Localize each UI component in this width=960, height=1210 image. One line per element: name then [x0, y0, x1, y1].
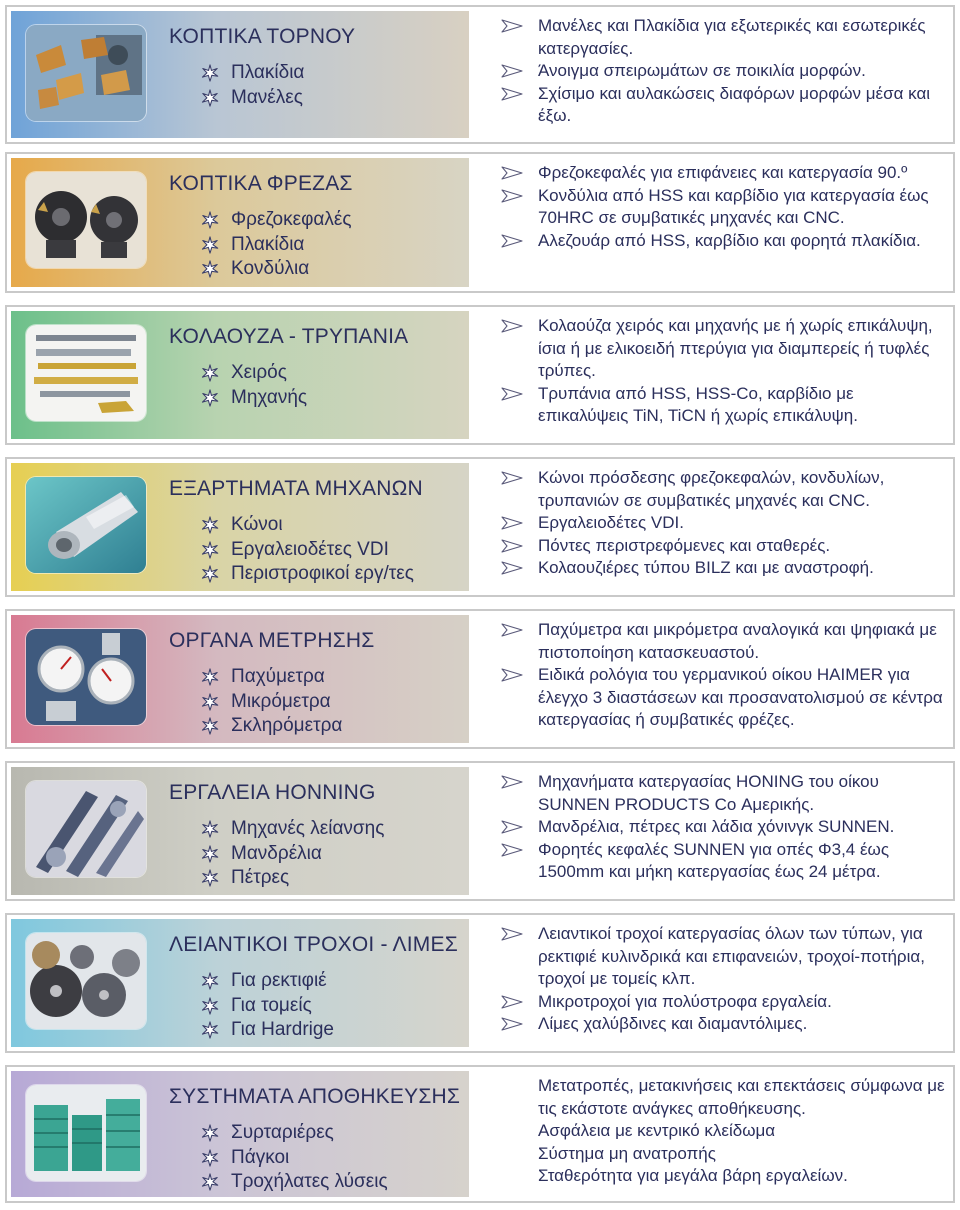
subcategory-item	[201, 866, 384, 891]
category-title: ΟΡΓΑΝΑ ΜΕΤΡΗΣΗΣ	[169, 629, 375, 652]
description-text: Άνοιγμα σπειρωμάτων σε ποικιλία μορφών.	[538, 61, 866, 81]
description-text: Παχύμετρα και μικρόμετρα αναλογικά και ψηφιακά με πιστοποίηση κατασκευαστού.	[538, 620, 937, 662]
star-burst-icon	[201, 869, 219, 887]
description-item	[487, 1013, 945, 1036]
description-text: Μηχανήματα κατεργασίας HONING του οίκου SUNNEN PRODUCTS Co Αμερικής.	[538, 772, 879, 814]
description-item	[487, 60, 945, 83]
description-list	[487, 15, 945, 128]
honing-tools-photo	[26, 781, 146, 877]
subcategory-item	[201, 208, 352, 233]
arrowhead-icon	[501, 843, 523, 857]
category-description	[487, 619, 945, 732]
category-section	[5, 609, 955, 749]
description-item	[487, 1143, 945, 1166]
category-section	[5, 5, 955, 144]
subcategory-list	[201, 817, 384, 891]
subcategory-item	[201, 61, 304, 86]
category-title: ΚΟΠΤΙΚΑ ΤΟΡΝΟΥ	[169, 25, 356, 48]
description-list	[487, 771, 945, 884]
arrowhead-icon	[501, 927, 523, 941]
category-section	[5, 305, 955, 445]
subcategory-label: Συρταριέρες	[231, 1122, 334, 1144]
category-description	[487, 467, 945, 580]
subcategory-label: Για τομείς	[231, 994, 312, 1016]
category-section	[5, 1065, 955, 1203]
subcategory-item	[201, 562, 414, 587]
subcategory-item	[201, 690, 342, 715]
star-burst-icon	[201, 364, 219, 382]
category-section	[5, 457, 955, 597]
category-section	[5, 761, 955, 901]
subcategory-item	[201, 538, 414, 563]
subcategory-label: Σκληρόμετρα	[231, 715, 343, 737]
description-list	[487, 162, 945, 252]
description-text: Αλεζουάρ από HSS, καρβίδιο και φορητά πλακίδια.	[538, 230, 921, 250]
star-burst-icon	[201, 693, 219, 711]
turning-inserts-photo	[26, 25, 146, 121]
arrowhead-icon	[501, 319, 523, 333]
category-description	[487, 771, 945, 884]
description-text: Εργαλειοδέτες VDI.	[538, 513, 684, 533]
subcategory-item	[201, 1121, 388, 1146]
category-panel	[11, 919, 469, 1047]
description-item	[487, 923, 945, 991]
description-item	[487, 1075, 945, 1120]
description-text: Ασφάλεια με κεντρικό κλείδωμα	[538, 1121, 776, 1141]
star-burst-icon	[201, 1149, 219, 1167]
face-mill-heads-photo	[26, 172, 146, 268]
subcategory-label: Μανδρέλια	[231, 842, 322, 864]
description-text: Κονδύλια από HSS και καρβίδιο για κατεργασία έως 70HRC σε συμβατικές μηχανές και CNC.	[538, 185, 929, 228]
category-description	[487, 15, 945, 128]
subcategory-label: Για Hardrige	[231, 1019, 334, 1041]
subcategory-list	[201, 513, 414, 587]
description-item	[487, 839, 945, 884]
description-text: Σχίσιμο και αυλακώσεις διαφόρων μορφών μέσα και έξω.	[538, 83, 931, 126]
star-burst-icon	[201, 1124, 219, 1142]
subcategory-item	[201, 1018, 334, 1043]
subcategory-label: Φρεζοκεφαλές	[231, 209, 352, 231]
description-text: Κολαουζιέρες τύπου BILZ και με αναστροφή.	[538, 558, 874, 578]
arrowhead-icon	[501, 539, 523, 553]
subcategory-label: Κώνοι	[231, 514, 283, 536]
category-panel	[11, 158, 469, 287]
star-burst-icon	[201, 541, 219, 559]
grinding-wheels-photo	[26, 933, 146, 1029]
description-text: Φρεζοκεφαλές για επιφάνειες και κατεργασία 90.º	[538, 163, 908, 182]
category-description	[487, 315, 945, 428]
subcategory-label: Χειρός	[231, 362, 287, 384]
subcategory-label: Τροχήλατες λύσεις	[231, 1171, 388, 1193]
subcategory-label: Εργαλειοδέτες VDI	[231, 538, 389, 560]
category-title: ΣΥΣΤΗΜΑΤΑ ΑΠΟΘΗΚΕΥΣΗΣ	[169, 1085, 461, 1108]
arrowhead-icon	[501, 1017, 523, 1031]
description-text: Σύστημα μη ανατροπής	[538, 1143, 716, 1163]
description-item	[487, 83, 945, 128]
category-panel	[11, 1071, 469, 1197]
description-item	[487, 535, 945, 558]
star-burst-icon	[201, 211, 219, 229]
description-list	[487, 619, 945, 732]
arrowhead-icon	[501, 471, 523, 485]
subcategory-item	[201, 386, 307, 411]
arrowhead-icon	[501, 234, 523, 248]
description-item	[487, 816, 945, 839]
category-panel	[11, 463, 469, 591]
subcategory-item	[201, 361, 307, 386]
subcategory-label: Πλακίδια	[231, 62, 305, 84]
description-item	[487, 991, 945, 1014]
star-burst-icon	[201, 260, 219, 278]
description-list	[487, 923, 945, 1036]
star-burst-icon	[201, 997, 219, 1015]
storage-cabinets-photo	[26, 1085, 146, 1181]
description-list	[487, 467, 945, 580]
subcategory-list	[201, 1121, 388, 1195]
category-title: ΕΡΓΑΛΕΙΑ HONNING	[169, 781, 376, 804]
description-item	[487, 162, 945, 185]
dial-gauges-photo	[26, 629, 146, 725]
star-burst-icon	[201, 565, 219, 583]
description-text: Φορητές κεφαλές SUNNEN για οπές Φ3,4 έως 1500mm και μήκη κατεργασίας έως 24 μέτρα.	[538, 839, 890, 882]
subcategory-label: Πέτρες	[231, 867, 290, 889]
description-text: Πόντες περιστρεφόμενες και σταθερές.	[538, 535, 831, 555]
subcategory-label: Πλακίδια	[231, 233, 305, 255]
description-text: Σταθερότητα για μεγάλα βάρη εργαλείων.	[538, 1166, 848, 1186]
star-burst-icon	[201, 236, 219, 254]
star-burst-icon	[201, 845, 219, 863]
description-item	[487, 1165, 945, 1188]
subcategory-list	[201, 969, 334, 1043]
category-description	[487, 162, 945, 252]
subcategory-item	[201, 665, 342, 690]
description-text: Κώνοι πρόσδεσης φρεζοκεφαλών, κονδυλίων, τρυπανιών σε συμβατικές μηχανές και CNC.	[538, 468, 885, 510]
arrowhead-icon	[501, 189, 523, 203]
arrowhead-icon	[501, 516, 523, 530]
subcategory-item	[201, 513, 414, 538]
description-list	[487, 315, 945, 428]
subcategory-label: Μηχανής	[231, 386, 308, 408]
description-text: Λειαντικοί τροχοί κατεργασίας όλων των τύπων, για ρεκτιφιέ κυλινδρικά και επιφανειών, τροχοί-ποτήρια, τροχοί με τομείς κλπ.	[538, 924, 925, 989]
description-item	[487, 467, 945, 512]
description-list	[487, 1075, 945, 1188]
description-text: Ειδικά ρολόγια του γερμανικού οίκου HAIMER για έλεγχο 3 διαστάσεων και προσανατολισμού σε κέντρα κατεργασίας ή συμβατικές φρέζες.	[538, 665, 943, 730]
description-text: Μικροτροχοί για πολύστροφα εργαλεία.	[538, 991, 832, 1011]
subcategory-label: Μηχανές λείανσης	[231, 818, 385, 840]
subcategory-label: Για ρεκτιφιέ	[231, 970, 327, 992]
category-title: ΛΕΙΑΝΤΙΚΟΙ ΤΡΟΧΟΙ - ΛΙΜΕΣ	[169, 933, 458, 956]
description-item	[487, 771, 945, 816]
category-panel	[11, 615, 469, 743]
subcategory-label: Πάγκοι	[231, 1146, 290, 1168]
subcategory-label: Μανέλες	[231, 86, 303, 108]
subcategory-item	[201, 86, 304, 111]
category-section	[5, 152, 955, 293]
description-text: Κολαούζα χειρός και μηχανής με ή χωρίς επικάλυψη, ίσια ή με ελικοειδή πτερύγια για διαμπερείς ή τυφλές τρύπες.	[538, 316, 933, 381]
description-item	[487, 383, 945, 428]
description-item	[487, 185, 945, 230]
subcategory-item	[201, 969, 334, 994]
description-item	[487, 15, 945, 60]
subcategory-item	[201, 994, 334, 1019]
arrowhead-icon	[501, 387, 523, 401]
subcategory-item	[201, 714, 342, 739]
subcategory-item	[201, 1146, 388, 1171]
star-burst-icon	[201, 1021, 219, 1039]
category-title: ΚΟΠΤΙΚΑ ΦΡΕΖΑΣ	[169, 172, 353, 195]
description-item	[487, 1120, 945, 1143]
category-title: ΕΞΑΡΤΗΜΑΤΑ ΜΗΧΑΝΩΝ	[169, 477, 423, 500]
star-burst-icon	[201, 668, 219, 686]
subcategory-list	[201, 208, 352, 282]
description-text: Μετατροπές, μετακινήσεις και επεκτάσεις σύμφωνα με τις εκάστοτε ανάγκες αποθήκευσης.	[538, 1076, 945, 1118]
subcategory-item	[201, 257, 352, 282]
arrowhead-icon	[501, 87, 523, 101]
description-item	[487, 664, 945, 732]
arrowhead-icon	[501, 820, 523, 834]
description-text: Τρυπάνια από HSS, HSS-Co, καρβίδιο με επικαλύψεις TiN, TiCN ή χωρίς επικάλυψη.	[538, 383, 858, 426]
arrowhead-icon	[501, 561, 523, 575]
arrowhead-icon	[501, 64, 523, 78]
category-panel	[11, 11, 469, 138]
arrowhead-icon	[501, 775, 523, 789]
subcategory-list	[201, 665, 342, 739]
star-burst-icon	[201, 389, 219, 407]
arrowhead-icon	[501, 623, 523, 637]
description-item	[487, 619, 945, 664]
star-burst-icon	[201, 89, 219, 107]
star-burst-icon	[201, 1173, 219, 1191]
subcategory-item	[201, 1170, 388, 1195]
description-item	[487, 512, 945, 535]
category-title: ΚΟΛΑΟΥΖΑ - ΤΡΥΠΑΝΙΑ	[169, 325, 409, 348]
subcategory-label: Παχύμετρα	[231, 666, 325, 688]
star-burst-icon	[201, 516, 219, 534]
description-text: Μανδρέλια, πέτρες και λάδια χόνινγκ SUNNEN.	[538, 817, 895, 837]
description-item	[487, 315, 945, 383]
arrowhead-icon	[501, 995, 523, 1009]
subcategory-item	[201, 842, 384, 867]
subcategory-label: Περιστροφικοί εργ/τες	[231, 563, 414, 585]
description-item	[487, 557, 945, 580]
subcategory-list	[201, 361, 307, 410]
star-burst-icon	[201, 820, 219, 838]
subcategory-item	[201, 817, 384, 842]
star-burst-icon	[201, 717, 219, 735]
subcategory-list	[201, 61, 304, 110]
category-description	[487, 1075, 945, 1188]
category-section	[5, 913, 955, 1053]
category-panel	[11, 767, 469, 895]
tool-holder-cone-photo	[26, 477, 146, 573]
category-panel	[11, 311, 469, 439]
subcategory-label: Κονδύλια	[231, 258, 310, 280]
description-item	[487, 230, 945, 253]
subcategory-label: Μικρόμετρα	[231, 690, 331, 712]
arrowhead-icon	[501, 166, 523, 180]
star-burst-icon	[201, 64, 219, 82]
arrowhead-icon	[501, 668, 523, 682]
description-text: Μανέλες και Πλακίδια για εξωτερικές και εσωτερικές κατεργασίες.	[538, 16, 926, 58]
star-burst-icon	[201, 972, 219, 990]
subcategory-item	[201, 233, 352, 258]
description-text: Λίμες χαλύβδινες και διαμαντόλιμες.	[538, 1014, 808, 1034]
arrowhead-icon	[501, 19, 523, 33]
taps-drills-photo	[26, 325, 146, 421]
category-description	[487, 923, 945, 1036]
